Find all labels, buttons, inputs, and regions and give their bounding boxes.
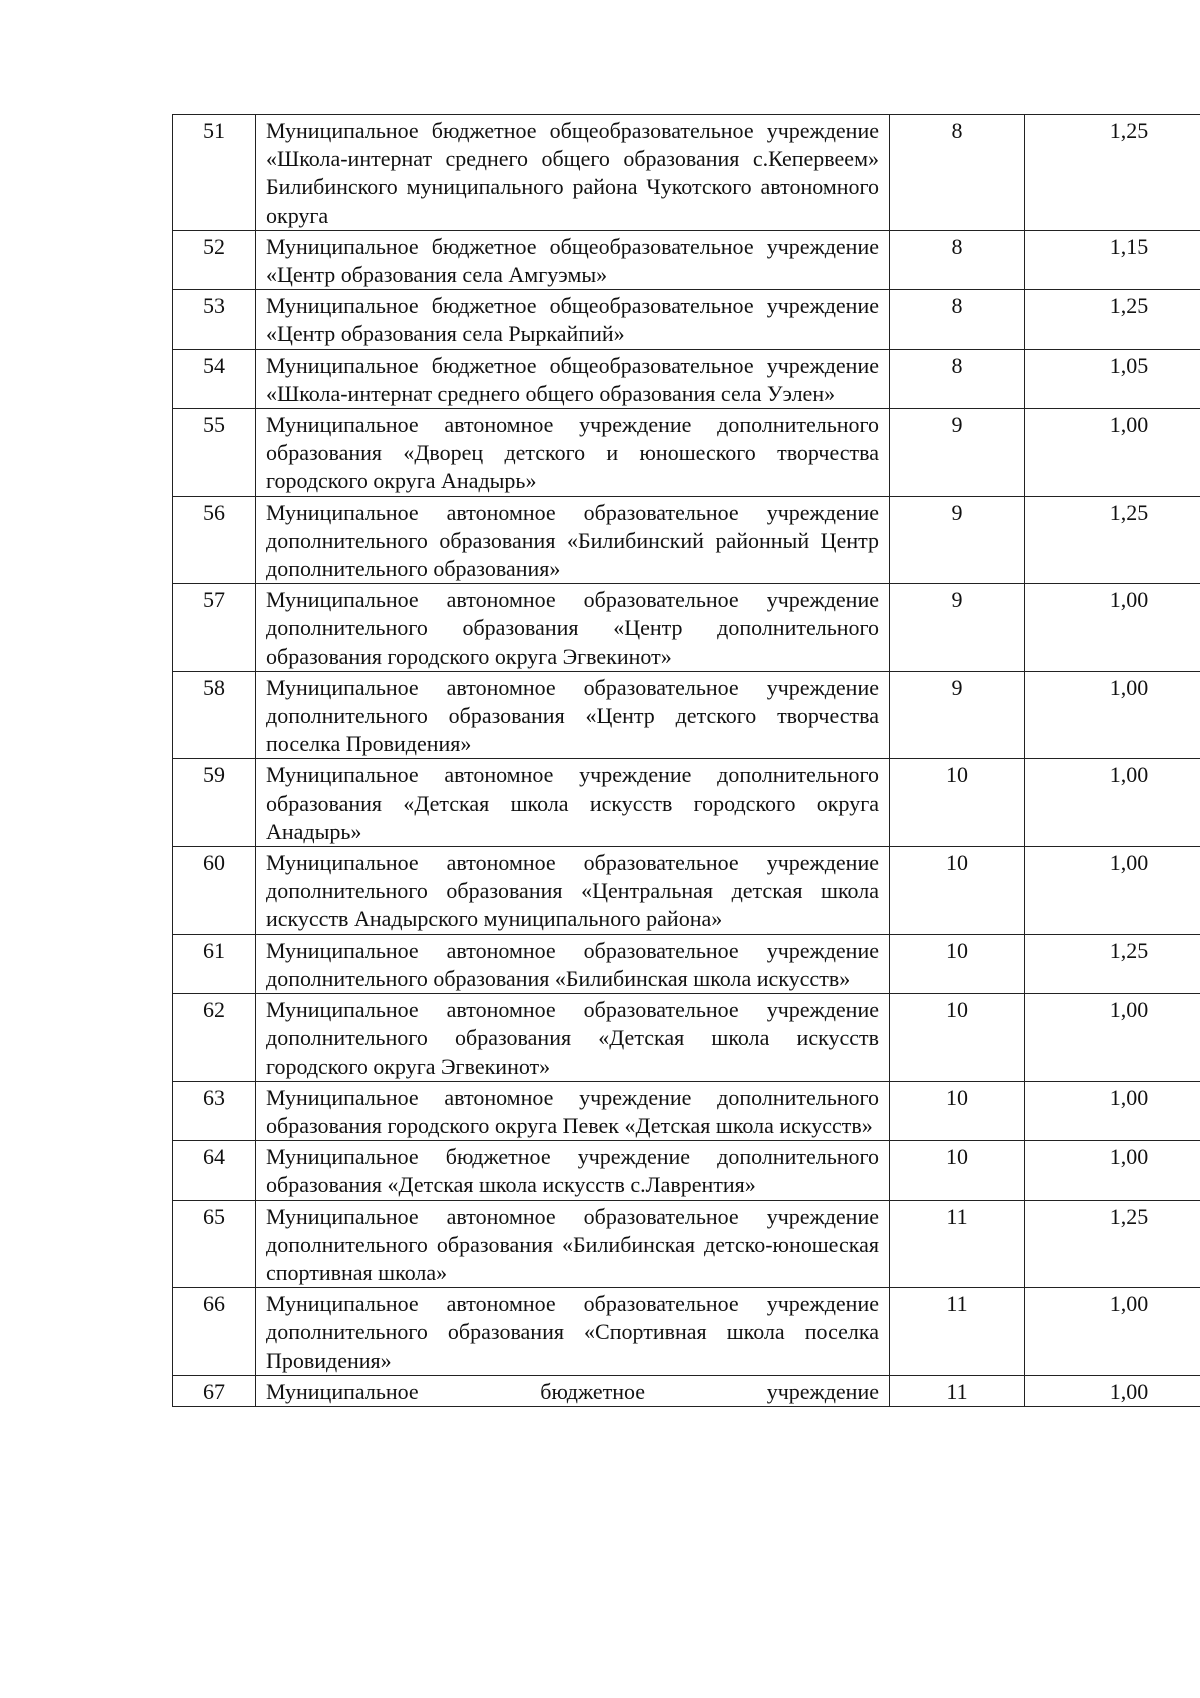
coefficient: 1,00 — [1025, 409, 1200, 497]
table-row — [173, 1200, 1200, 1288]
table-body — [173, 115, 1200, 1407]
row-number: 58 — [173, 671, 256, 759]
row-number: 54 — [173, 349, 256, 408]
table-row — [173, 1375, 1200, 1406]
group-code: 8 — [890, 349, 1025, 408]
table-row — [173, 1081, 1200, 1140]
table-row — [173, 759, 1200, 847]
group-code: 8 — [890, 115, 1025, 231]
row-number: 66 — [173, 1288, 256, 1376]
group-code: 9 — [890, 584, 1025, 672]
row-number: 61 — [173, 934, 256, 993]
institution-name: Муниципальное автономное учреждение дополнительного образования «Дворец детского и юношеского творчества городского округа Анадырь» — [256, 409, 890, 497]
row-number: 57 — [173, 584, 256, 672]
coefficient: 1,05 — [1025, 349, 1200, 408]
row-number: 65 — [173, 1200, 256, 1288]
table-row — [173, 671, 1200, 759]
institution-name: Муниципальное бюджетное учреждение — [256, 1375, 890, 1406]
institution-name: Муниципальное автономное образовательное учреждение дополнительного образования «Центр дополнительного образования городского округа Эгвекинот» — [256, 584, 890, 672]
coefficient: 1,25 — [1025, 496, 1200, 584]
coefficient: 1,00 — [1025, 671, 1200, 759]
group-code: 8 — [890, 230, 1025, 289]
coefficient: 1,00 — [1025, 584, 1200, 672]
coefficient: 1,00 — [1025, 994, 1200, 1082]
row-number: 51 — [173, 115, 256, 231]
institution-name: Муниципальное бюджетное общеобразовательное учреждение «Школа-интернат среднего общего образования села Уэлен» — [256, 349, 890, 408]
institution-name: Муниципальное бюджетное учреждение дополнительного образования «Детская школа искусств с.Лаврентия» — [256, 1141, 890, 1200]
institution-name: Муниципальное автономное образовательное учреждение дополнительного образования «Билибинская школа искусств» — [256, 934, 890, 993]
group-code: 9 — [890, 671, 1025, 759]
group-code: 11 — [890, 1375, 1025, 1406]
row-number: 59 — [173, 759, 256, 847]
table-row — [173, 994, 1200, 1082]
group-code: 10 — [890, 994, 1025, 1082]
table-row — [173, 349, 1200, 408]
group-code: 10 — [890, 759, 1025, 847]
table-row — [173, 934, 1200, 993]
institutions-table — [172, 114, 1200, 1407]
coefficient: 1,25 — [1025, 290, 1200, 349]
row-number: 67 — [173, 1375, 256, 1406]
table-row — [173, 584, 1200, 672]
group-code: 10 — [890, 1081, 1025, 1140]
group-code: 10 — [890, 934, 1025, 993]
coefficient: 1,00 — [1025, 847, 1200, 935]
group-code: 8 — [890, 290, 1025, 349]
group-code: 10 — [890, 1141, 1025, 1200]
coefficient: 1,00 — [1025, 1375, 1200, 1406]
institution-name: Муниципальное бюджетное общеобразовательное учреждение «Центр образования села Рыркайпий» — [256, 290, 890, 349]
row-number: 60 — [173, 847, 256, 935]
table-row — [173, 847, 1200, 935]
row-number: 55 — [173, 409, 256, 497]
table-row — [173, 115, 1200, 231]
institution-name: Муниципальное автономное образовательное учреждение дополнительного образования «Билибинская детско-юношеская спортивная школа» — [256, 1200, 890, 1288]
institution-name: Муниципальное автономное образовательное учреждение дополнительного образования «Центр детского творчества поселка Провидения» — [256, 671, 890, 759]
row-number: 53 — [173, 290, 256, 349]
institution-name: Муниципальное автономное учреждение дополнительного образования городского округа Певек «Детская школа искусств» — [256, 1081, 890, 1140]
coefficient: 1,15 — [1025, 230, 1200, 289]
institution-name: Муниципальное автономное образовательное учреждение дополнительного образования «Билибинский районный Центр дополнительного образования» — [256, 496, 890, 584]
row-number: 56 — [173, 496, 256, 584]
group-code: 11 — [890, 1200, 1025, 1288]
group-code: 11 — [890, 1288, 1025, 1376]
group-code: 9 — [890, 409, 1025, 497]
coefficient: 1,00 — [1025, 1141, 1200, 1200]
institution-name: Муниципальное автономное образовательное учреждение дополнительного образования «Спортивная школа поселка Провидения» — [256, 1288, 890, 1376]
institution-name: Муниципальное бюджетное общеобразовательное учреждение «Центр образования села Амгуэмы» — [256, 230, 890, 289]
coefficient: 1,00 — [1025, 759, 1200, 847]
table-row — [173, 1141, 1200, 1200]
table-row — [173, 496, 1200, 584]
institution-name: Муниципальное автономное образовательное учреждение дополнительного образования «Центральная детская школа искусств Анадырского муниципального района» — [256, 847, 890, 935]
coefficient: 1,00 — [1025, 1288, 1200, 1376]
table-row — [173, 230, 1200, 289]
coefficient: 1,25 — [1025, 1200, 1200, 1288]
coefficient: 1,25 — [1025, 934, 1200, 993]
table-row — [173, 1288, 1200, 1376]
table-row — [173, 409, 1200, 497]
coefficient: 1,00 — [1025, 1081, 1200, 1140]
group-code: 9 — [890, 496, 1025, 584]
institution-name: Муниципальное автономное образовательное учреждение дополнительного образования «Детская школа искусств городского округа Эгвекинот» — [256, 994, 890, 1082]
institution-name: Муниципальное бюджетное общеобразовательное учреждение «Школа-интернат среднего общего образования с.Кепервеем» Билибинского муниципального района Чукотского автономного округа — [256, 115, 890, 231]
table-row — [173, 290, 1200, 349]
row-number: 52 — [173, 230, 256, 289]
group-code: 10 — [890, 847, 1025, 935]
institution-name: Муниципальное автономное учреждение дополнительного образования «Детская школа искусств городского округа Анадырь» — [256, 759, 890, 847]
row-number: 64 — [173, 1141, 256, 1200]
row-number: 62 — [173, 994, 256, 1082]
row-number: 63 — [173, 1081, 256, 1140]
coefficient: 1,25 — [1025, 115, 1200, 231]
